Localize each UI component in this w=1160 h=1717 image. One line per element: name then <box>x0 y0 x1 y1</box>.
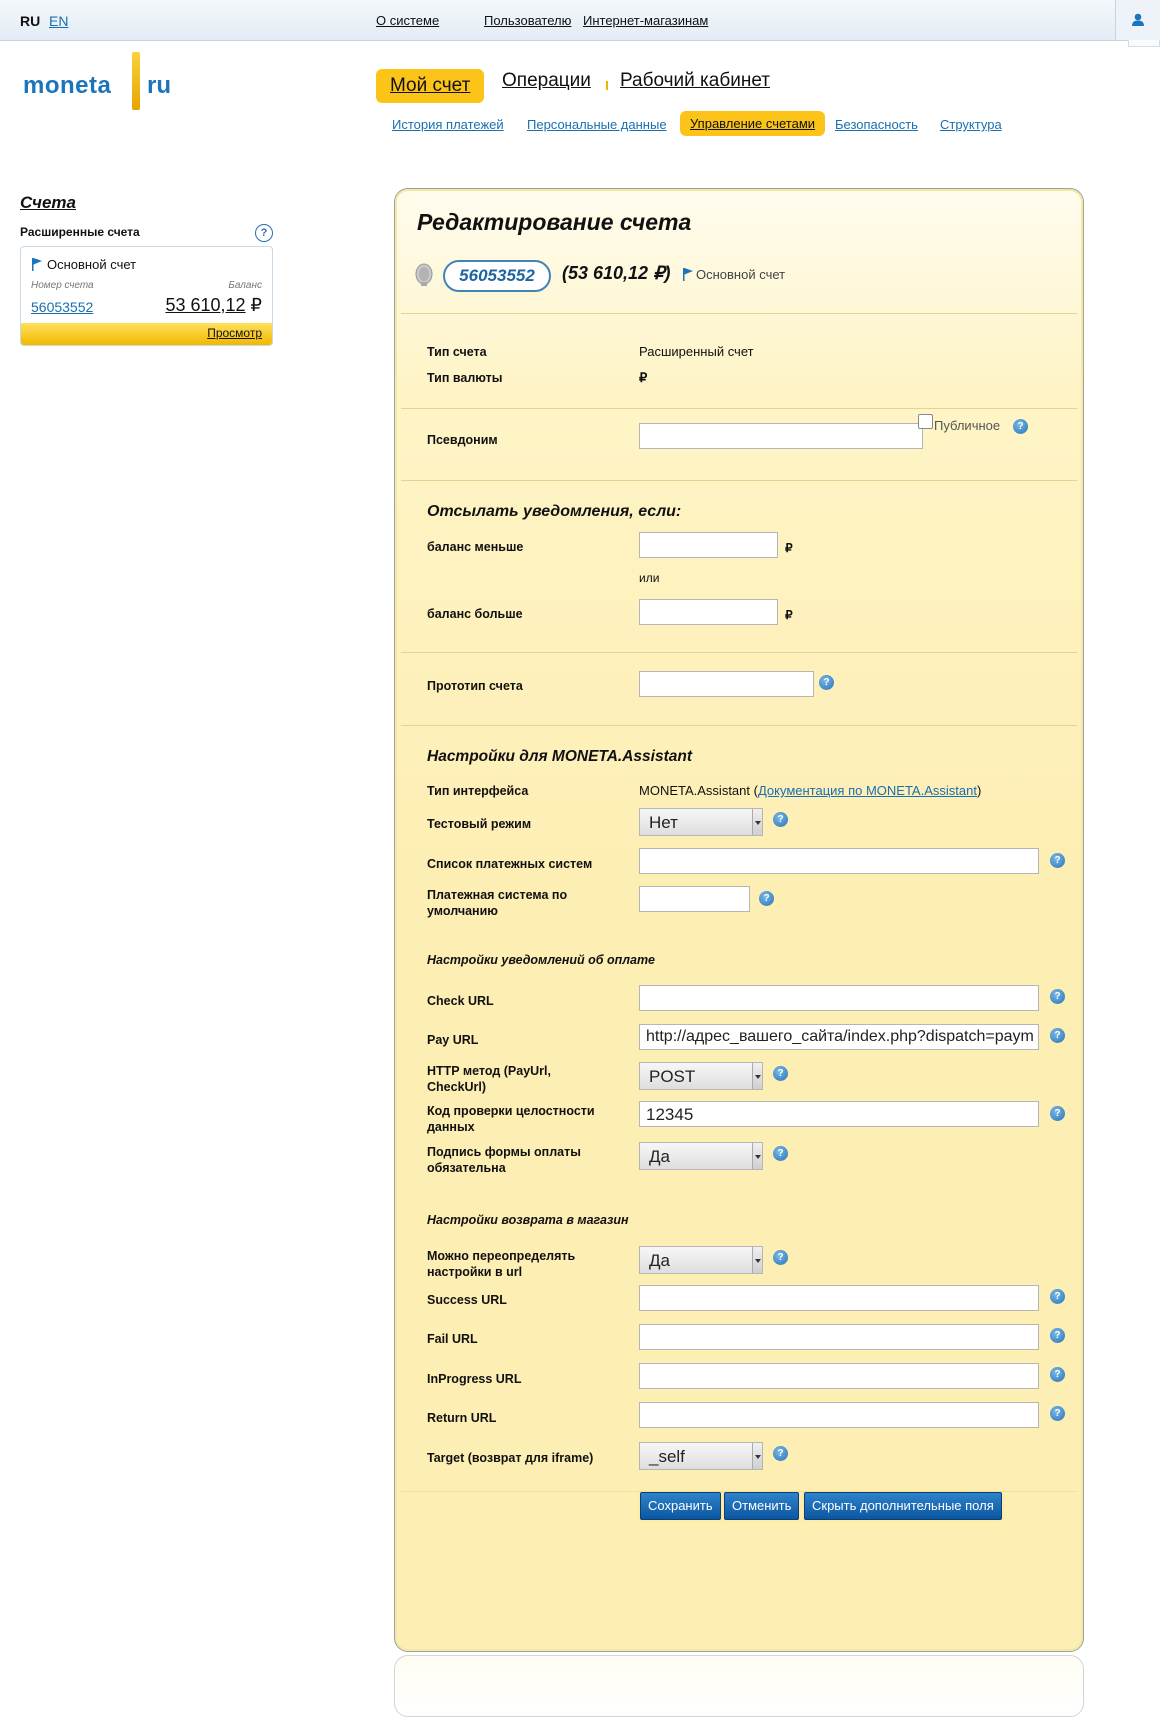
subtab-accounts[interactable]: Управление счетами <box>680 111 825 136</box>
pay-url-input[interactable]: http://адрес_вашего_сайта/index.php?dispatch=paym <box>639 1024 1039 1050</box>
signature-label: Подпись формы оплаты обязательна <box>427 1145 581 1175</box>
prototype-label: Прототип счета <box>427 679 523 693</box>
account-balance-label: Баланс <box>228 280 262 291</box>
signature-value: Да <box>649 1147 670 1166</box>
integrity-input[interactable]: 12345 <box>639 1101 1039 1127</box>
help-icon[interactable]: ? <box>1050 1406 1065 1421</box>
account-balance-value: 53 610,12 <box>165 295 246 315</box>
flag-icon <box>683 268 693 281</box>
sidebar-title[interactable]: Счета <box>20 193 76 212</box>
return-url-label: Return URL <box>427 1411 497 1425</box>
top-bar <box>0 0 1160 41</box>
assistant-heading: Настройки для MONETA.Assistant <box>427 748 692 765</box>
subtab-personal[interactable]: Персональные данные <box>527 117 667 132</box>
hide-fields-button[interactable]: Скрыть дополнительные поля <box>804 1492 1002 1520</box>
divider <box>401 652 1077 653</box>
integrity-label: Код проверки целостности данных <box>427 1104 595 1134</box>
account-number-badge: 56053552 <box>443 260 551 292</box>
chevron-down-icon <box>752 1247 762 1273</box>
tab-my-account[interactable]: Мой счет <box>376 69 484 103</box>
assistant-docs-link[interactable]: Документация по MONETA.Assistant <box>757 783 977 798</box>
return-heading: Настройки возврата в магазин <box>427 1213 629 1227</box>
currency-sign: ₽ <box>785 608 793 622</box>
account-type-value: Расширенный счет <box>639 344 754 359</box>
nav-shops[interactable]: Интернет-магазинам <box>583 13 709 28</box>
tab-cabinet[interactable]: Рабочий кабинет <box>620 70 770 91</box>
lang-ru: RU <box>20 13 41 29</box>
logo-bar <box>132 52 140 110</box>
balance-less-input[interactable] <box>639 532 778 558</box>
interface-type-text: MONETA.Assistant ( <box>639 783 758 798</box>
help-icon[interactable]: ? <box>1050 1028 1065 1043</box>
subtab-security[interactable]: Безопасность <box>835 117 918 132</box>
page-title: Редактирование счета <box>417 209 692 235</box>
override-select[interactable] <box>639 1246 763 1274</box>
help-icon[interactable]: ? <box>819 675 834 690</box>
public-label: Публичное <box>934 418 1001 433</box>
currency-sign: ₽ <box>785 541 793 555</box>
alias-label: Псевдоним <box>427 433 498 447</box>
help-icon[interactable]: ? <box>773 1066 788 1081</box>
test-mode-select[interactable] <box>639 808 763 836</box>
success-url-label: Success URL <box>427 1293 507 1307</box>
inprogress-url-input[interactable] <box>639 1363 1039 1389</box>
nav-user[interactable]: Пользователю <box>484 13 572 28</box>
help-icon[interactable]: ? <box>759 891 774 906</box>
check-url-input[interactable] <box>639 985 1039 1011</box>
help-icon[interactable]: ? <box>773 812 788 827</box>
currency-sign: ₽ <box>250 295 262 315</box>
chevron-down-icon <box>752 1063 762 1089</box>
subtab-history[interactable]: История платежей <box>392 117 504 132</box>
account-balance-header: (53 610,12 ₽) <box>562 263 671 283</box>
target-value: _self <box>649 1447 685 1466</box>
help-icon[interactable]: ? <box>1050 1106 1065 1121</box>
help-icon[interactable]: ? <box>255 224 273 242</box>
help-icon[interactable]: ? <box>1050 853 1065 868</box>
prototype-input[interactable] <box>639 671 814 697</box>
coin-icon <box>415 263 433 287</box>
flag-icon <box>32 258 42 271</box>
public-checkbox[interactable] <box>918 414 933 429</box>
override-value: Да <box>649 1251 670 1270</box>
cancel-button[interactable]: Отменить <box>724 1492 799 1520</box>
target-select[interactable] <box>639 1442 763 1470</box>
default-ps-input[interactable] <box>639 886 750 912</box>
divider <box>401 313 1077 314</box>
save-button[interactable]: Сохранить <box>640 1492 721 1520</box>
interface-type-value <box>639 783 981 798</box>
payment-notify-heading: Настройки уведомлений об оплате <box>427 953 655 967</box>
notify-heading: Отсылать уведомления, если: <box>427 503 682 520</box>
account-number-label: Номер счета <box>31 280 94 291</box>
tab-separator <box>606 81 608 90</box>
signature-select[interactable] <box>639 1142 763 1170</box>
user-icon <box>1131 13 1145 27</box>
http-method-value: POST <box>649 1067 696 1086</box>
help-icon[interactable]: ? <box>773 1446 788 1461</box>
logo-text-right: ru <box>147 72 171 99</box>
user-menu-tab <box>1128 40 1160 47</box>
help-icon[interactable]: ? <box>1050 1367 1065 1382</box>
next-panel <box>394 1655 1084 1717</box>
lang-en-link[interactable]: EN <box>49 13 69 29</box>
interface-type-label: Тип интерфейса <box>427 784 529 798</box>
payment-systems-input[interactable] <box>639 848 1039 874</box>
test-mode-value: Нет <box>649 813 678 832</box>
account-balance <box>165 295 262 316</box>
nav-about[interactable]: О системе <box>376 13 440 28</box>
currency-type-value: ₽ <box>639 370 648 385</box>
default-ps-label: Платежная система по умолчанию <box>427 888 568 918</box>
fail-url-label: Fail URL <box>427 1332 478 1346</box>
balance-less-label: баланс меньше <box>427 540 524 554</box>
account-type-label: Тип счета <box>427 345 487 359</box>
account-name-header: Основной счет <box>696 267 786 282</box>
http-method-label: HTTP метод (PayUrl, CheckUrl) <box>427 1064 551 1094</box>
help-icon[interactable]: ? <box>773 1250 788 1265</box>
user-menu-button[interactable] <box>1115 0 1160 40</box>
balance-more-label: баланс больше <box>427 607 523 621</box>
pay-url-label: Pay URL <box>427 1033 479 1047</box>
success-url-input[interactable] <box>639 1285 1039 1311</box>
subtab-structure[interactable]: Структура <box>940 117 1002 132</box>
account-number-link[interactable]: 56053552 <box>31 299 94 315</box>
chevron-down-icon <box>752 809 762 835</box>
help-icon[interactable]: ? <box>1050 1328 1065 1343</box>
interface-type-close: ) <box>976 783 982 798</box>
sidebar-subtitle: Расширенные счета <box>20 225 140 239</box>
fail-url-input[interactable] <box>639 1324 1039 1350</box>
alias-input[interactable] <box>639 423 923 449</box>
help-icon[interactable]: ? <box>1050 1289 1065 1304</box>
view-account-link[interactable]: Просмотр <box>207 326 262 340</box>
chevron-down-icon <box>752 1443 762 1469</box>
inprogress-url-label: InProgress URL <box>427 1372 522 1386</box>
edit-account-panel <box>394 188 1084 1652</box>
http-method-select[interactable] <box>639 1062 763 1090</box>
help-icon[interactable]: ? <box>1050 989 1065 1004</box>
check-url-label: Check URL <box>427 994 494 1008</box>
help-icon[interactable]: ? <box>773 1146 788 1161</box>
balance-more-input[interactable] <box>639 599 778 625</box>
payment-systems-label: Список платежных систем <box>427 857 593 871</box>
chevron-down-icon <box>752 1143 762 1169</box>
divider <box>401 408 1077 409</box>
tab-operations[interactable]: Операции <box>502 70 591 91</box>
override-label: Можно переопределять настройки в url <box>427 1249 576 1279</box>
account-card-footer <box>21 323 272 345</box>
logo[interactable] <box>23 52 183 112</box>
account-name: Основной счет <box>47 257 137 272</box>
logo-text-left: moneta <box>23 72 112 99</box>
return-url-input[interactable] <box>639 1402 1039 1428</box>
or-label: или <box>639 571 660 585</box>
currency-type-label: Тип валюты <box>427 371 503 385</box>
target-label: Target (возврат для iframe) <box>427 1451 594 1465</box>
test-mode-label: Тестовый режим <box>427 817 532 831</box>
help-icon[interactable]: ? <box>1013 419 1028 434</box>
divider <box>401 725 1077 726</box>
account-card <box>20 246 273 346</box>
divider <box>401 480 1077 481</box>
